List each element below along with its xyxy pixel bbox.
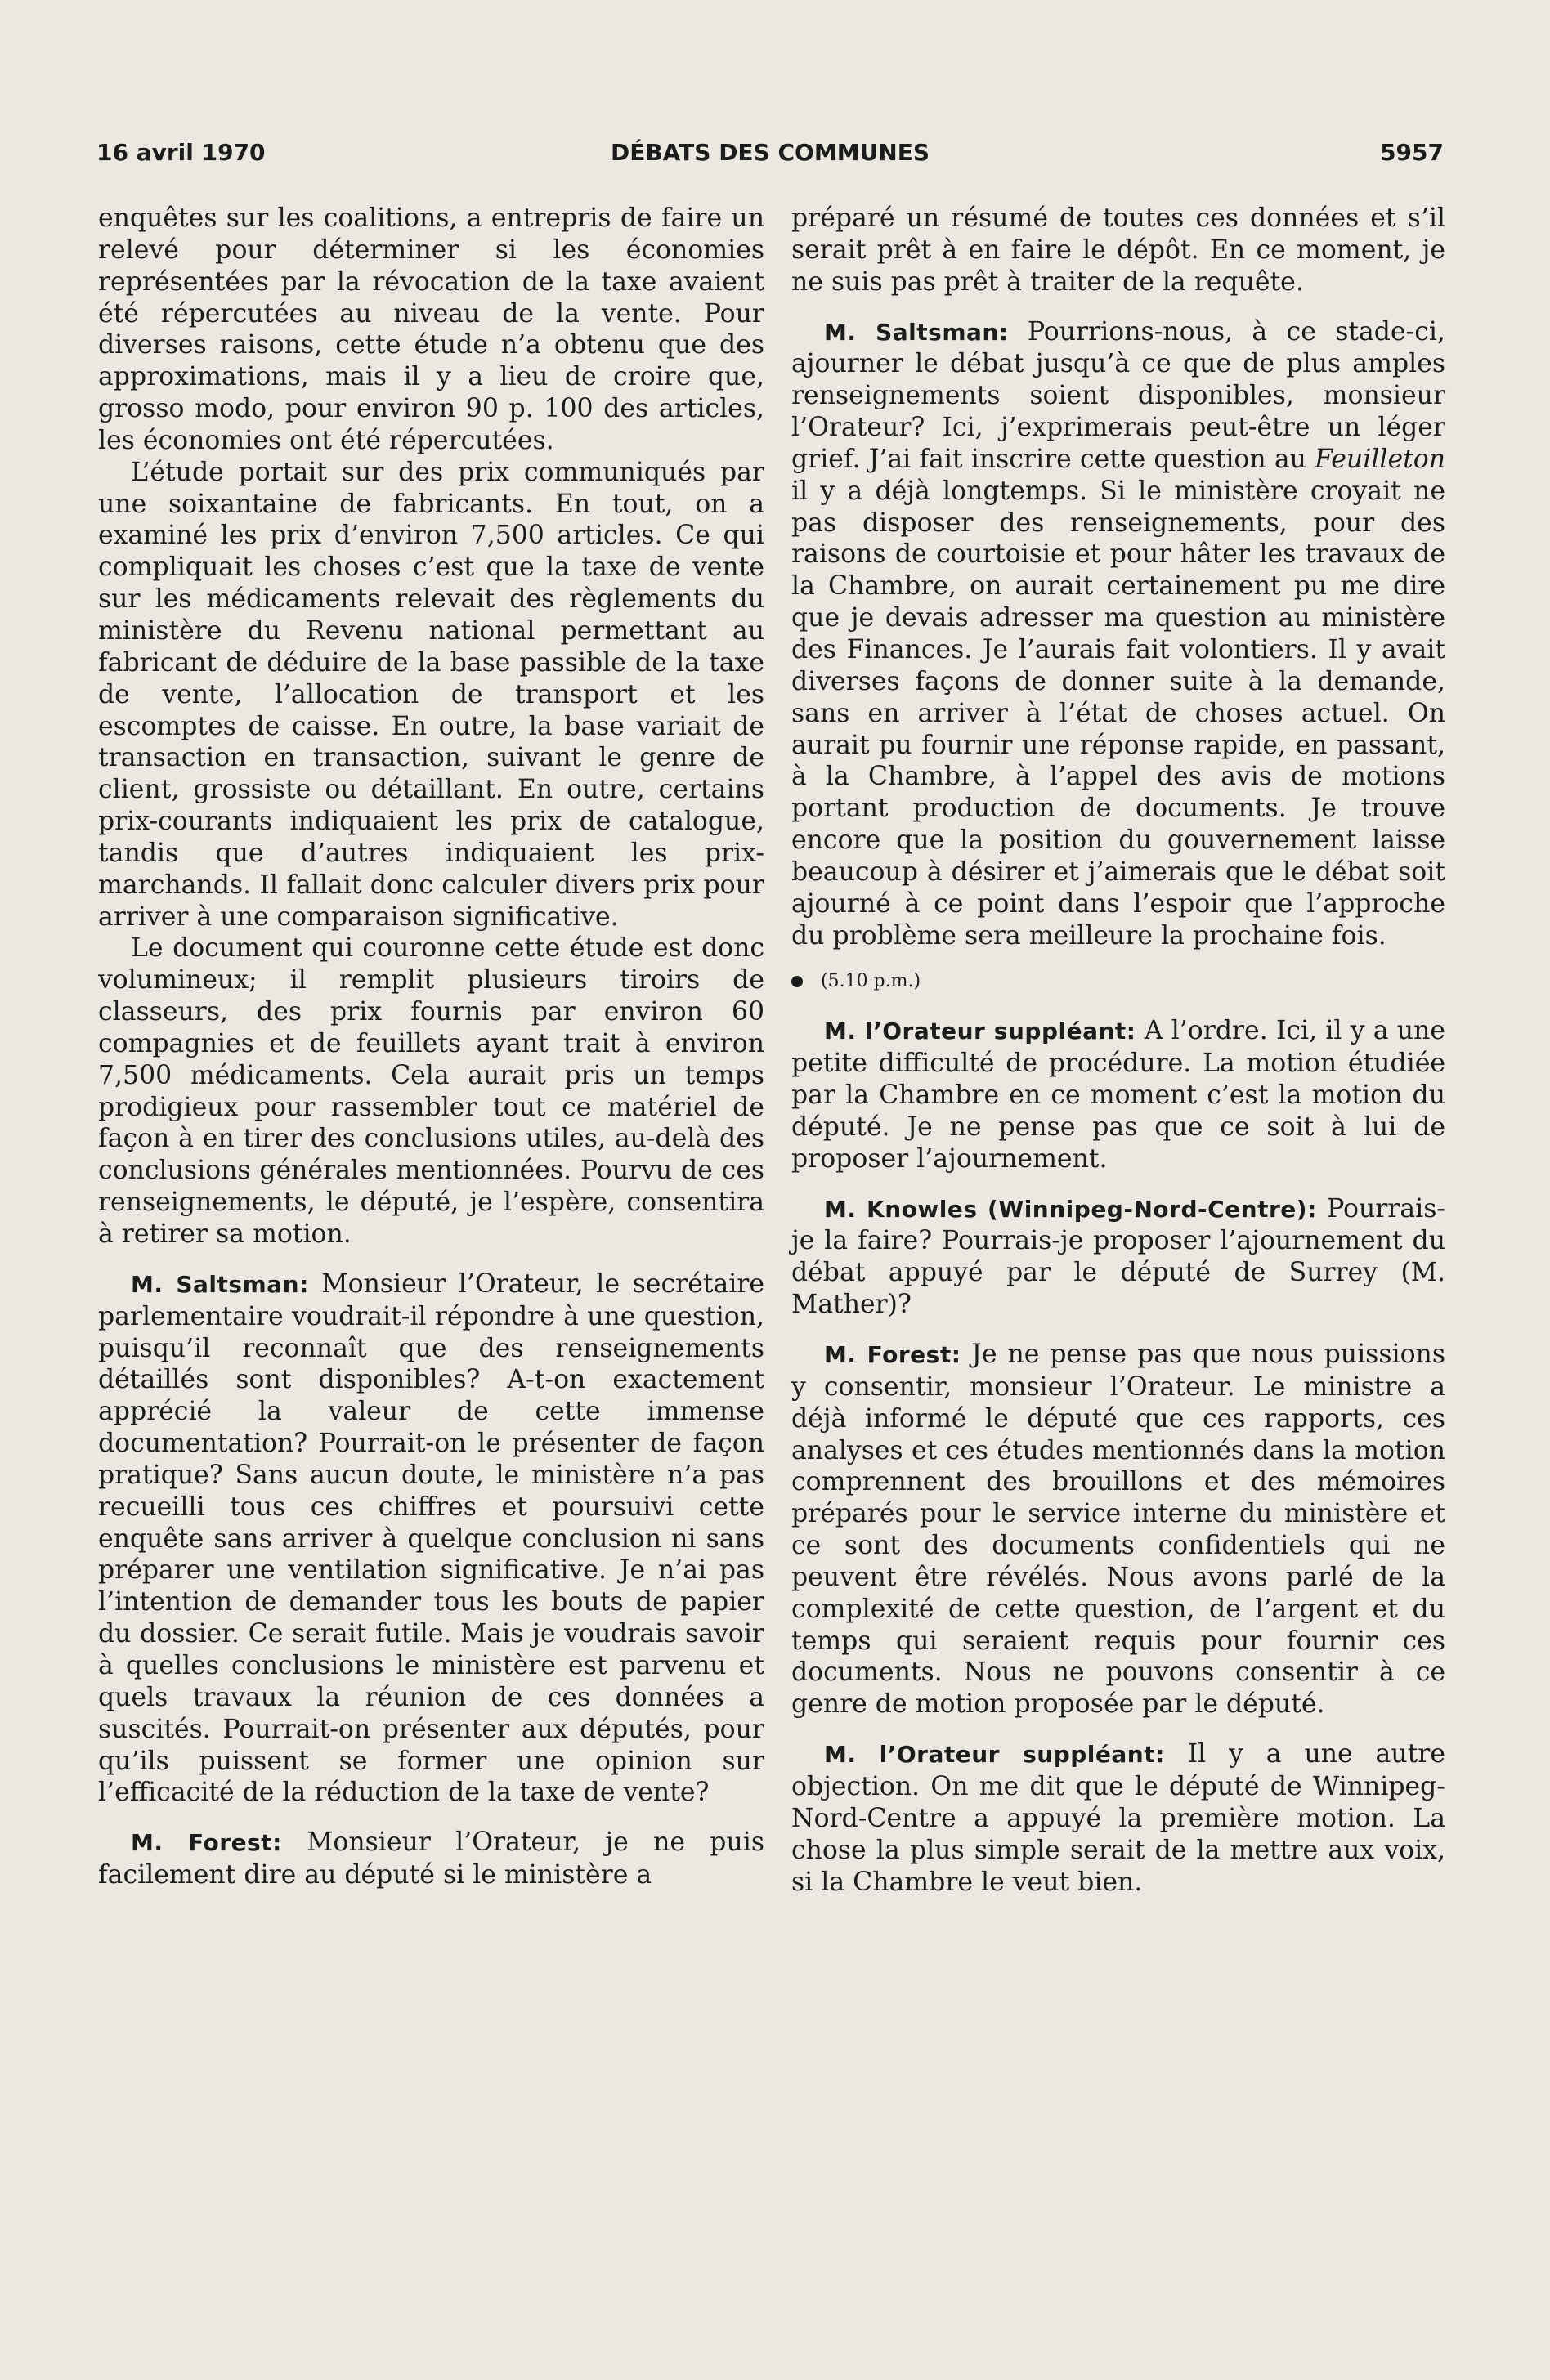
speech-text: Monsieur l’Orateur, je ne puis facilement dire au député si le ministère a bbox=[98, 1828, 764, 1890]
speech-paragraph bbox=[791, 1015, 1445, 1174]
paragraph: L’étude portait sur des prix communiqués par une soixantaine de fabricants. En tout, on a examiné les prix d’environ 7,500 articles. Ce qui compliquait les choses c’est que la taxe de vente sur les médicaments relevait des règlements du ministère du Revenu national permettant au fabricant de déduire de la base passible de la taxe de vente, l’allocation de transport et les escomptes de caisse. En outre, la base variait de transaction en transaction, suivant le genre de client, grossiste ou détaillant. En outre, certains prix-courants indiquaient les prix de catalogue, tandis que d’autres indiquaient les prix-marchands. Il fallait donc calculer divers prix pour arriver à une comparaison significative. bbox=[98, 457, 764, 932]
speaker-name: M. l’Orateur suppléant: bbox=[824, 1741, 1165, 1769]
speech-paragraph bbox=[791, 1193, 1445, 1321]
speech-text: il y a déjà longtemps. Si le ministère croyait ne pas disposer des renseignements, pour des raisons de courtoisie et pour hâter les travaux de la Chambre, on aurait certainement pu me dire que je devais adresser ma question au ministère des Finances. Je l’aurais fait volontiers. Il y avait diverses façons de donner suite à la demande, sans en arriver à l’état de choses actuel. On aurait pu fournir une réponse rapide, en passant, à la Chambre, à l’appel des avis de motions portant production de documents. Je trouve encore que la position du gouvernement laisse beaucoup à désirer et j’aimerais que le débat soit ajourné à ce point dans l’espoir que l’approche du problème sera meilleure la prochaine fois. bbox=[791, 476, 1445, 951]
page-header bbox=[96, 139, 1444, 172]
speaker-name: M. Forest: bbox=[824, 1341, 961, 1368]
speech-text: Pourrais-je la faire? Pourrais-je proposer l’ajournement du débat appuyé par le député de Surrey (M. Mather)? bbox=[791, 1193, 1446, 1320]
paragraph: Le document qui couronne cette étude est donc volumineux; il remplit plusieurs tiroirs de classeurs, des prix fournis par environ 60 compagnies et de feuillets ayant trait à environ 7,500 médicaments. Cela aurait pris un temps prodigieux pour rassembler tout ce matériel de façon à en tirer des conclusions utiles, au-delà des conclusions générales mentionnées. Pourvu de ces renseignements, le député, je l’espère, consentira à retirer sa motion. bbox=[98, 933, 764, 1249]
left-column bbox=[98, 203, 764, 1891]
timestamp-text: (5.10 p.m.) bbox=[821, 971, 921, 992]
italic-title: Feuilleton bbox=[1315, 444, 1445, 474]
speech-paragraph bbox=[98, 1268, 764, 1809]
speaker-name: M. Knowles (Winnipeg-Nord-Centre): bbox=[824, 1195, 1317, 1223]
header-date: 16 avril 1970 bbox=[96, 139, 266, 166]
header-title: DÉBATS DES COMMUNES bbox=[610, 139, 930, 166]
speech-text: Monsieur l’Orateur, le secrétaire parlementaire voudrait-il répondre à une question, puisqu’il reconnaît que des renseignements détaillés sont disponibles? A-t-on exactement apprécié la valeur de cette immense documentation? Pourrait-on le présenter de façon pratique? Sans aucun doute, le ministère n’a pas recueilli tous ces chiffres et poursuivi cette enquête sans arriver à quelque conclusion ni sans préparer une ventilation significative. Je n’ai pas l’intention de demander tous les bouts de papier du dossier. Ce serait futile. Mais je voudrais savoir à quelles conclusions le ministère est parvenu et quels travaux la réunion de ces données a suscités. Pourrait-on présenter aux députés, pour qu’ils puissent se former une opinion sur l’efficacité de la réduction de la taxe de vente? bbox=[98, 1268, 764, 1808]
speech-text: Pourrions-nous, à ce stade-ci, ajourner le débat jusqu’à ce que de plus amples renseignements soient disponibles, monsieur l’Orateur? Ici, j’exprimerais peut-être un léger grief. J’ai fait inscrire cette question au bbox=[791, 316, 1445, 474]
timestamp bbox=[791, 969, 1445, 994]
speech-paragraph bbox=[791, 316, 1445, 952]
speech-paragraph bbox=[791, 1339, 1445, 1720]
page-number: 5957 bbox=[1380, 139, 1444, 166]
speaker-name: M. Saltsman: bbox=[824, 318, 1009, 346]
speech-text: A l’ordre. Ici, il y a une petite difficulté de procédure. La motion étudiée par la Chambre en ce moment c’est la motion du député. Je ne pense pas que ce soit à lui de proposer l’ajournement. bbox=[791, 1016, 1445, 1174]
paragraph: préparé un résumé de toutes ces données et s’il serait prêt à en faire le dépôt. En ce moment, je ne suis pas prêt à traiter de la requête. bbox=[791, 204, 1445, 297]
bullet-icon bbox=[791, 976, 803, 987]
speech-paragraph bbox=[98, 1827, 764, 1891]
paragraph: enquêtes sur les coalitions, a entrepris de faire un relevé pour déterminer si les économies représentées par la révocation de la taxe avaient été répercutées au niveau de la vente. Pour diverses raisons, cette étude n’a obtenu que des approximations, mais il y a lieu de croire que, grosso modo, pour environ 90 p. 100 des articles, les économies ont été répercutées. bbox=[98, 204, 764, 455]
speaker-name: M. Saltsman: bbox=[131, 1270, 309, 1298]
right-column bbox=[791, 203, 1445, 1898]
speaker-name: M. Forest: bbox=[131, 1829, 282, 1857]
speech-text: Je ne pense pas que nous puissions y consentir, monsieur l’Orateur. Le ministre a déjà informé le député que ces rapports, ces analyses et ces études mentionnés dans la motion comprennent des brouillons et des mémoires préparés pour le service interne du ministère et ce sont des documents confidentiels qui ne peuvent être révélés. Nous avons parlé de la complexité de cette question, de l’argent et du temps qui seraient requis pour fournir ces documents. Nous ne pouvons consentir à ce genre de motion proposée par le député. bbox=[791, 1340, 1445, 1720]
speech-text: Il y a une autre objection. On me dit que le député de Winnipeg-Nord-Centre a appuyé la première motion. La chose la plus simple serait de la mettre aux voix, si la Chambre le veut bien. bbox=[791, 1739, 1445, 1897]
speaker-name: M. l’Orateur suppléant: bbox=[824, 1018, 1136, 1045]
speech-paragraph bbox=[791, 1738, 1445, 1898]
